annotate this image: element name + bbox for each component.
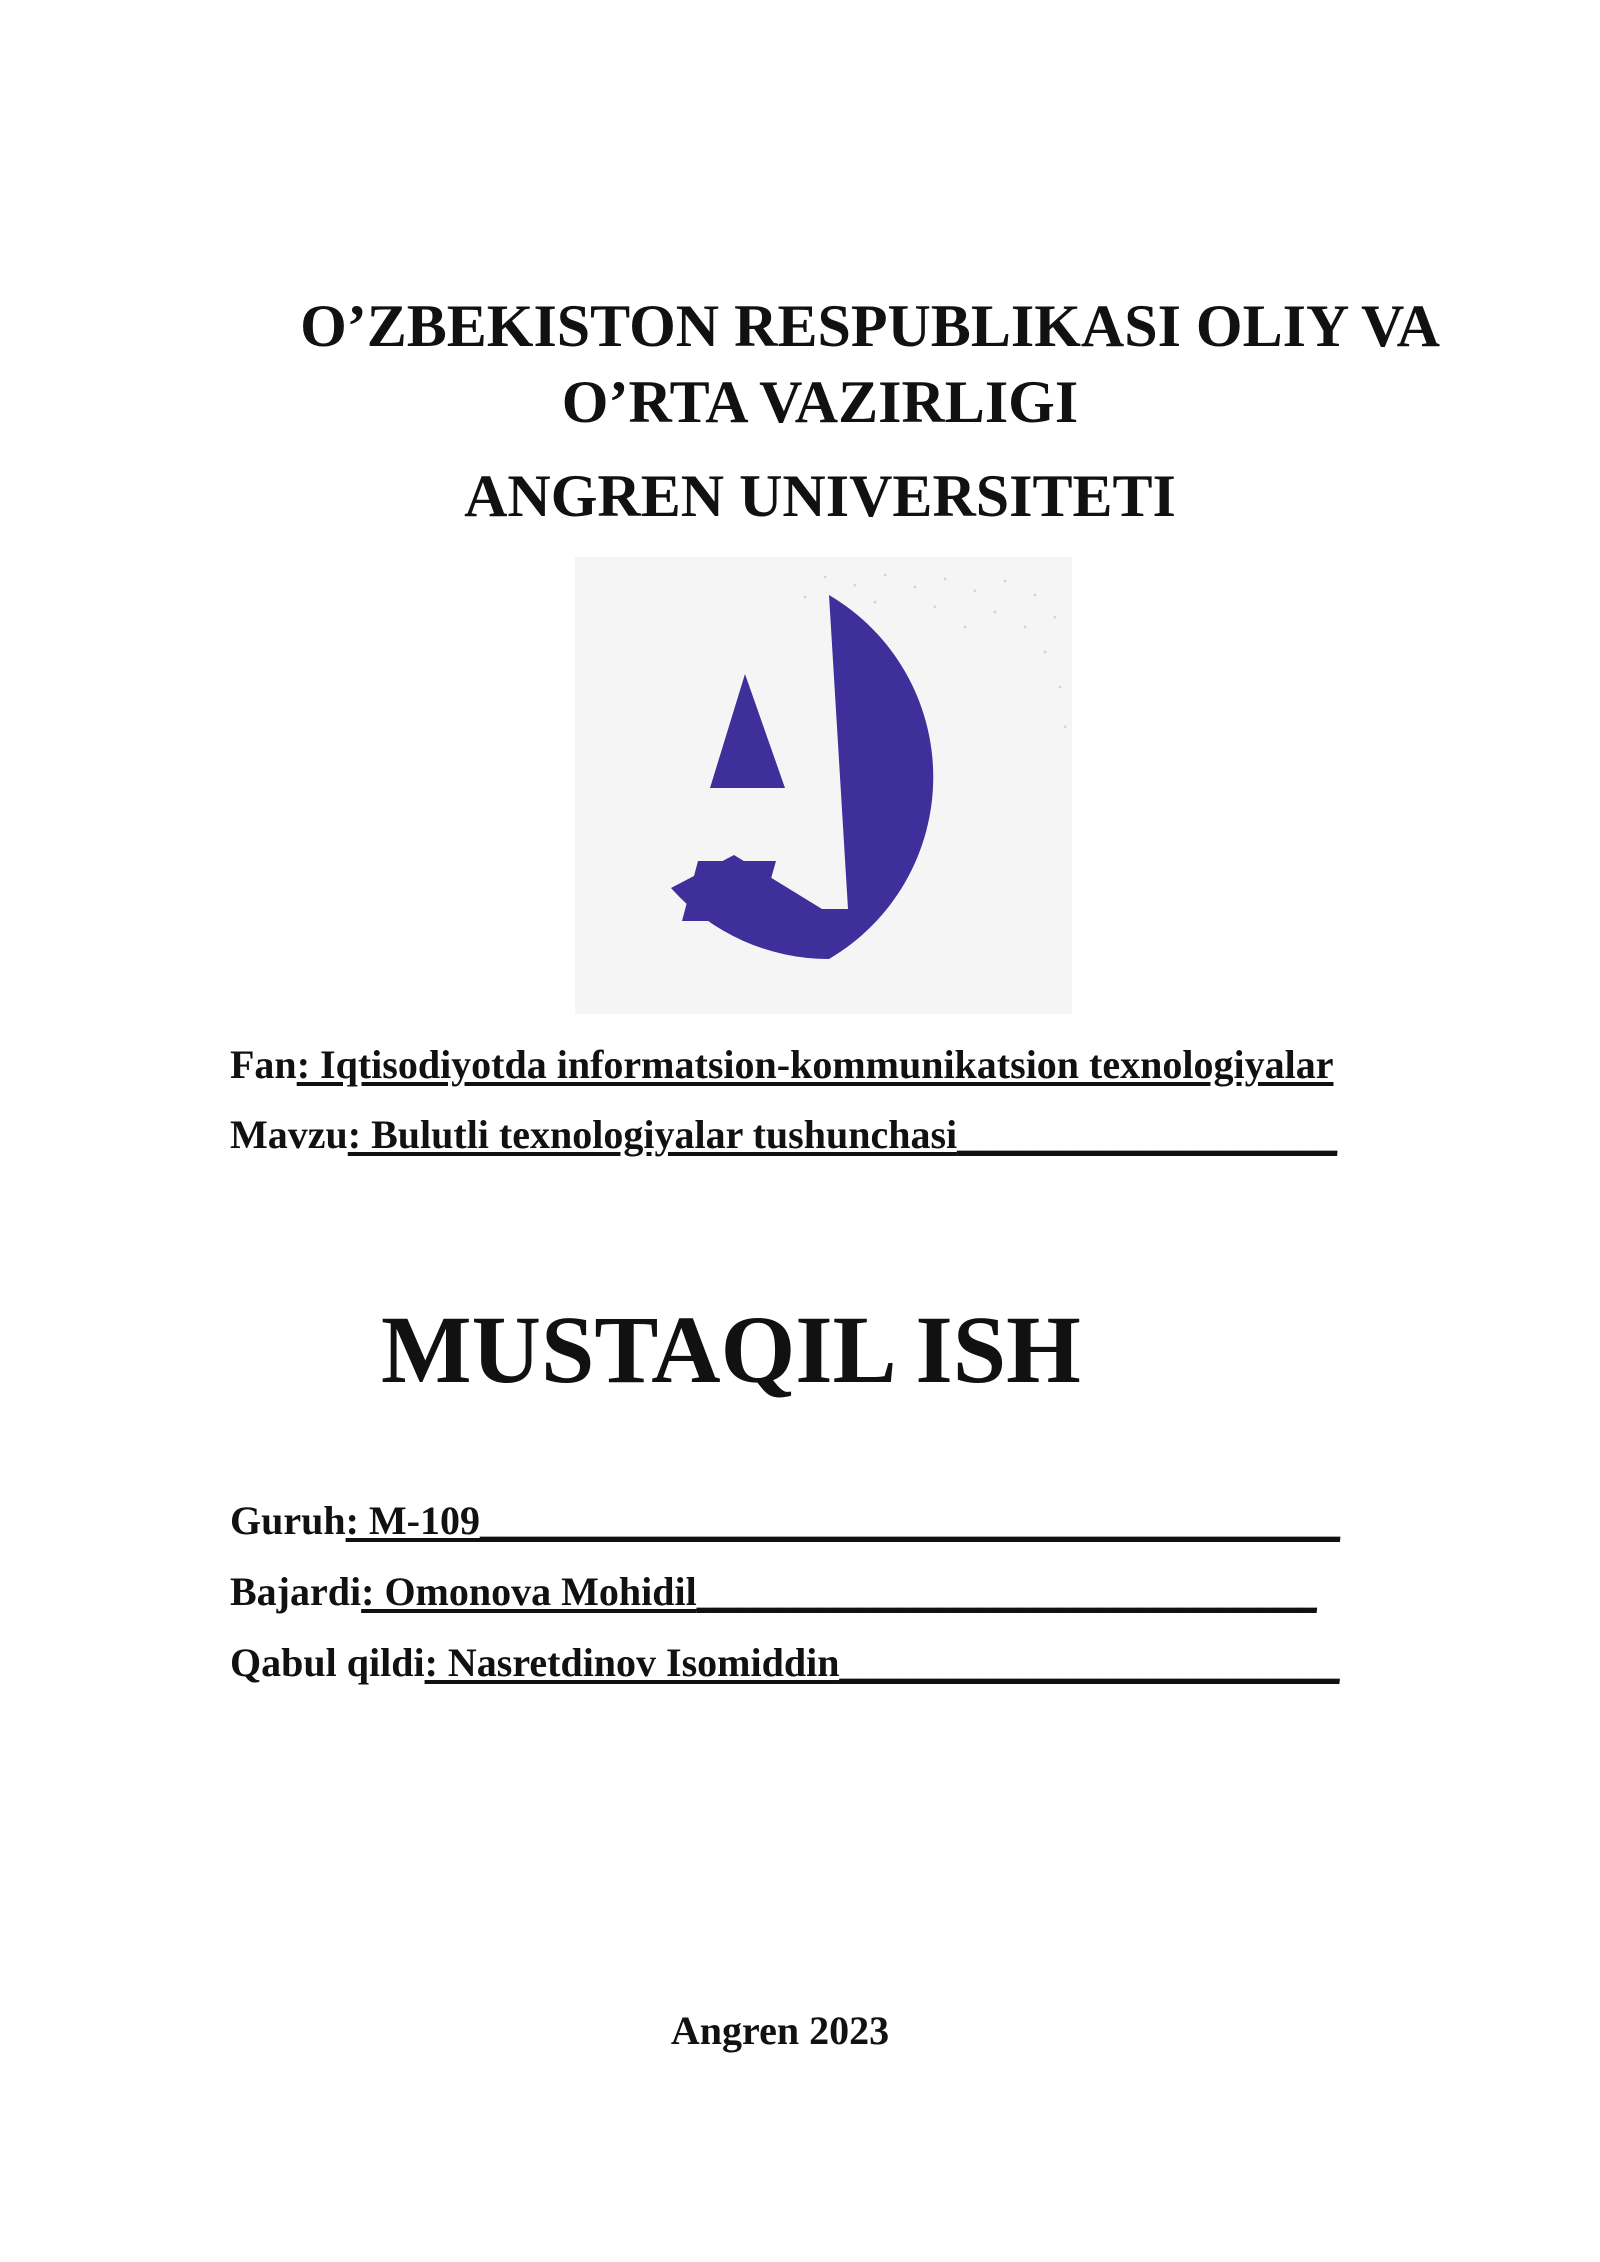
mavzu-row [230, 1110, 1337, 1160]
guruh-label: Guruh [230, 1498, 346, 1543]
ministry-heading [0, 288, 1600, 440]
guruh-value: : M-109 [345, 1498, 481, 1543]
university-name: ANGREN UNIVERSITETI [464, 463, 1176, 529]
qabul-qildi-row [230, 1638, 1339, 1688]
mavzu-value: : Bulutli texnologiyalar tushunchasi [347, 1112, 958, 1157]
guruh-fill-line: ___________________________________________ [480, 1498, 1341, 1543]
guruh-row [230, 1496, 1340, 1546]
bajardi-row [230, 1567, 1317, 1617]
qabul-qildi-fill-line: _________________________ [839, 1640, 1340, 1685]
document-title: MUSTAQIL ISH [381, 1296, 1081, 1403]
mavzu-label: Mavzu [230, 1112, 348, 1157]
ministry-line-1: O’ZBEKISTON RESPUBLIKASI OLIY VA [300, 293, 1440, 359]
qabul-qildi-value: : Nasretdinov Isomiddin [424, 1640, 840, 1685]
fan-label: Fan [230, 1042, 297, 1087]
fan-value: : Iqtisodiyotda informatsion-kommunikatsion texnologiyalar [296, 1042, 1334, 1087]
bajardi-value: : Omonova Mohidil [361, 1569, 697, 1614]
fan-row [230, 1040, 1333, 1090]
mavzu-fill-line: ___________________ [957, 1112, 1338, 1157]
qabul-qildi-label: Qabul qildi [230, 1640, 425, 1685]
bajardi-fill-line: _______________________________ [696, 1569, 1317, 1614]
bajardi-label: Bajardi [230, 1569, 362, 1614]
footer-place-year: Angren 2023 [670, 2008, 890, 2053]
ministry-line-2: O’RTA VAZIRLIGI [561, 369, 1079, 435]
angren-university-logo-icon [575, 557, 1072, 1014]
